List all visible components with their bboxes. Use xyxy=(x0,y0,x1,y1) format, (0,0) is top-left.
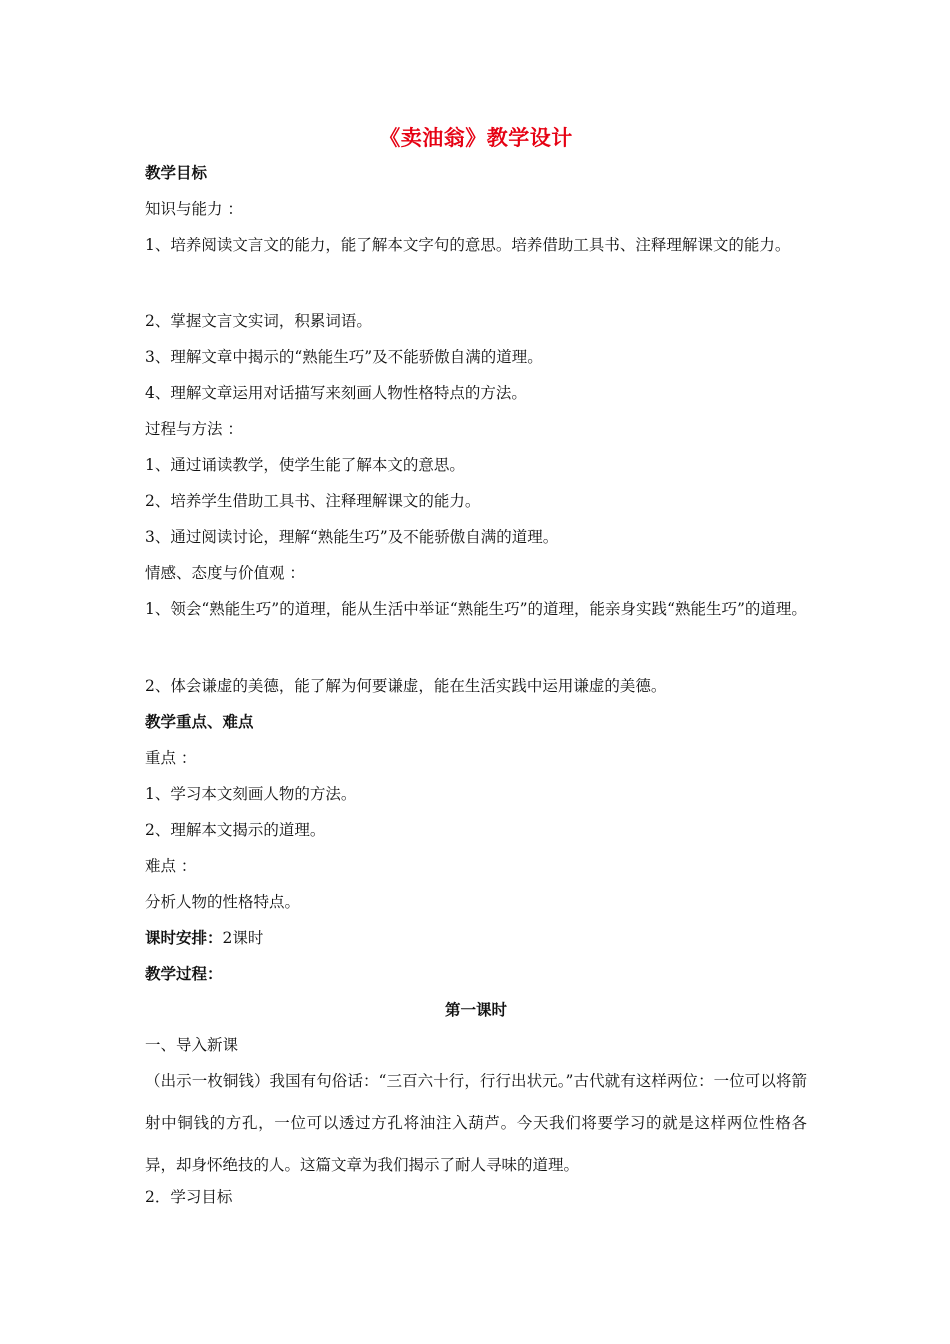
subheading-difficult: 难点 ： xyxy=(145,857,197,875)
heading-teaching-process: 教学过程： xyxy=(145,965,223,983)
document-title: 《卖油翁》教学设计 xyxy=(379,126,573,150)
subheading-knowledge: 知识与能力 ： xyxy=(145,200,243,218)
schedule-line xyxy=(145,928,807,948)
goals-heading: 2．学习目标 xyxy=(145,1188,233,1206)
schedule-value: 2课时 xyxy=(222,929,264,947)
schedule-label: 课时安排： xyxy=(145,929,223,947)
emotion-item-1: 1、领会“熟能生巧”的道理，能从生活中举证“熟能生巧”的道理，能亲身实践“熟能生巧”的道理。 xyxy=(145,600,807,618)
intro-paragraph: （出示一枚铜钱）我国有句俗话：“三百六十行，行行出状元。”古代就有这样两位：一位可以将箭射中铜钱的方孔，一位可以透过方孔将油注入葫芦。今天我们将要学习的就是这样两位性格各异，却身怀绝技的人。这篇文章为我们揭示了耐人寻味的道理。 xyxy=(145,1072,807,1174)
lesson-one-heading: 第一课时 xyxy=(444,1001,507,1019)
heading-key-points: 教学重点、难点 xyxy=(145,713,254,731)
subheading-emotion: 情感、态度与价值观 ： xyxy=(145,564,305,582)
subheading-key: 重点 ： xyxy=(145,749,197,767)
intro-heading: 一、导入新课 xyxy=(145,1036,239,1054)
subheading-process: 过程与方法 ： xyxy=(145,420,243,438)
heading-objectives: 教学目标 xyxy=(145,164,208,182)
knowledge-item-4: 4、理解文章运用对话描写来刻画人物性格特点的方法。 xyxy=(145,384,527,402)
process-item-1: 1、通过诵读教学，使学生能了解本文的意思。 xyxy=(145,456,465,474)
knowledge-item-2: 2、掌握文言文实词，积累词语。 xyxy=(145,312,372,330)
key-item-1: 1、学习本文刻画人物的方法。 xyxy=(145,785,357,803)
emotion-item-2: 2、体会谦虚的美德，能了解为何要谦虚，能在生活实践中运用谦虚的美德。 xyxy=(145,677,667,695)
key-item-2: 2、理解本文揭示的道理。 xyxy=(145,821,326,839)
difficult-text: 分析人物的性格特点。 xyxy=(145,893,301,911)
process-item-2: 2、培养学生借助工具书、注释理解课文的能力。 xyxy=(145,492,481,510)
process-item-3: 3、通过阅读讨论，理解“熟能生巧”及不能骄傲自满的道理。 xyxy=(145,528,559,546)
knowledge-item-1: 1、培养阅读文言文的能力，能了解本文字句的意思。培养借助工具书、注释理解课文的能力。 xyxy=(145,236,791,254)
knowledge-item-3: 3、理解文章中揭示的“熟能生巧”及不能骄傲自满的道理。 xyxy=(145,348,543,366)
